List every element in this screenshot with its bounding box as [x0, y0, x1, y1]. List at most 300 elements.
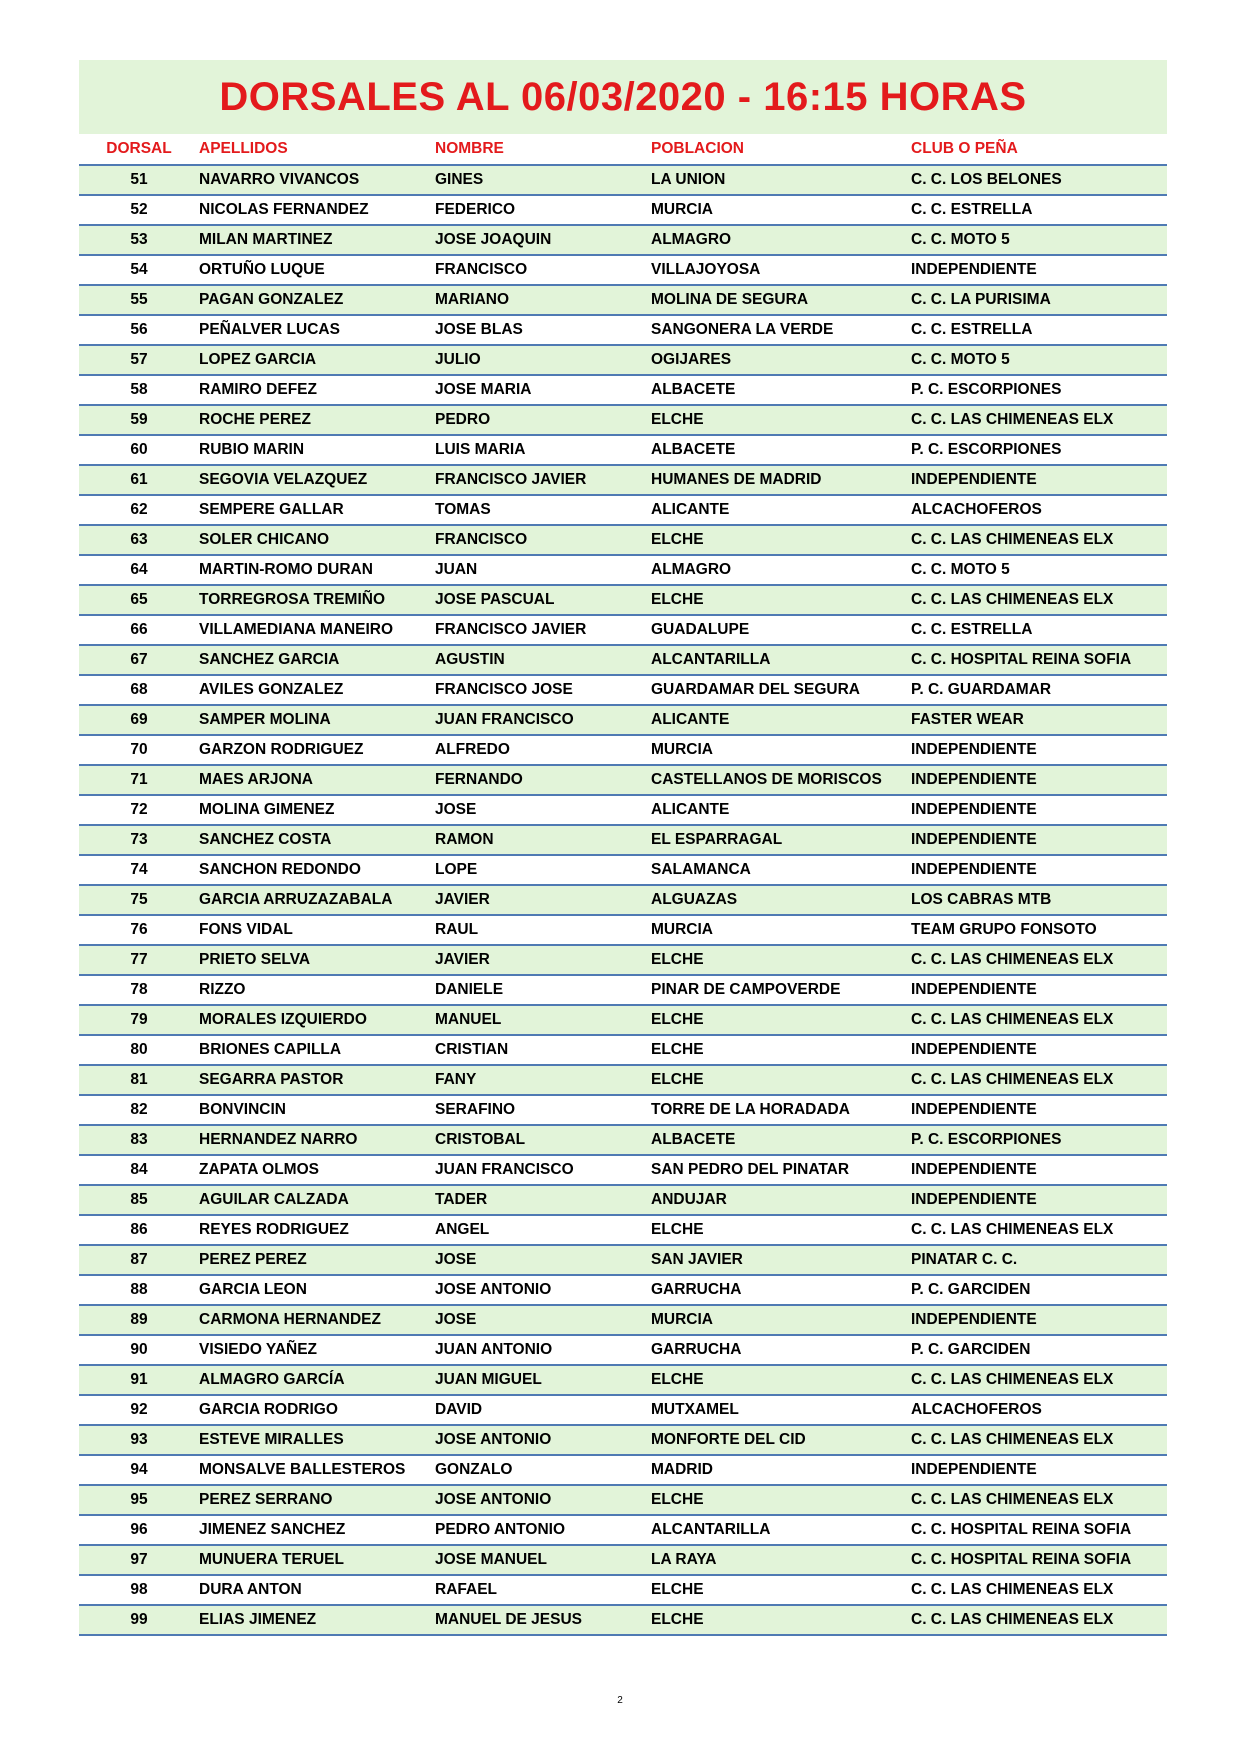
club-cell: C. C. ESTRELLA	[911, 615, 1167, 645]
apellidos-cell: BRIONES CAPILLA	[199, 1035, 435, 1065]
poblacion-cell: LA UNION	[651, 165, 911, 195]
club-cell: LOS CABRAS MTB	[911, 885, 1167, 915]
poblacion-cell: GUARDAMAR DEL SEGURA	[651, 675, 911, 705]
dorsal-cell: 97	[79, 1545, 199, 1575]
nombre-cell: CRISTIAN	[435, 1035, 651, 1065]
poblacion-cell: SANGONERA LA VERDE	[651, 315, 911, 345]
table-row	[79, 375, 1167, 405]
apellidos-cell: GARCIA RODRIGO	[199, 1395, 435, 1425]
club-cell: C. C. LAS CHIMENEAS ELX	[911, 1605, 1167, 1635]
club-cell: C. C. HOSPITAL REINA SOFIA	[911, 645, 1167, 675]
poblacion-cell: HUMANES DE MADRID	[651, 465, 911, 495]
club-cell: C. C. LAS CHIMENEAS ELX	[911, 1425, 1167, 1455]
dorsal-cell: 52	[79, 195, 199, 225]
poblacion-cell: MURCIA	[651, 195, 911, 225]
poblacion-cell: VILLAJOYOSA	[651, 255, 911, 285]
poblacion-cell: MOLINA DE SEGURA	[651, 285, 911, 315]
apellidos-cell: SANCHON REDONDO	[199, 855, 435, 885]
dorsal-cell: 67	[79, 645, 199, 675]
poblacion-cell: MUTXAMEL	[651, 1395, 911, 1425]
apellidos-cell: ZAPATA OLMOS	[199, 1155, 435, 1185]
dorsal-cell: 53	[79, 225, 199, 255]
table-row	[79, 1005, 1167, 1035]
apellidos-cell: GARZON RODRIGUEZ	[199, 735, 435, 765]
header-club: CLUB O PEÑA	[911, 134, 1167, 165]
table-row	[79, 1485, 1167, 1515]
table-row	[79, 1605, 1167, 1635]
nombre-cell: SERAFINO	[435, 1095, 651, 1125]
nombre-cell: JOSE ANTONIO	[435, 1425, 651, 1455]
dorsal-cell: 80	[79, 1035, 199, 1065]
apellidos-cell: TORREGROSA TREMIÑO	[199, 585, 435, 615]
apellidos-cell: MONSALVE BALLESTEROS	[199, 1455, 435, 1485]
club-cell: C. C. LAS CHIMENEAS ELX	[911, 1005, 1167, 1035]
table-row	[79, 705, 1167, 735]
nombre-cell: JOSE	[435, 1305, 651, 1335]
nombre-cell: FEDERICO	[435, 195, 651, 225]
club-cell: C. C. LAS CHIMENEAS ELX	[911, 1485, 1167, 1515]
apellidos-cell: BONVINCIN	[199, 1095, 435, 1125]
club-cell: TEAM GRUPO FONSOTO	[911, 915, 1167, 945]
nombre-cell: RAFAEL	[435, 1575, 651, 1605]
apellidos-cell: GARCIA LEON	[199, 1275, 435, 1305]
nombre-cell: JULIO	[435, 345, 651, 375]
nombre-cell: JOSE JOAQUIN	[435, 225, 651, 255]
poblacion-cell: MURCIA	[651, 735, 911, 765]
table-row	[79, 315, 1167, 345]
nombre-cell: LUIS MARIA	[435, 435, 651, 465]
poblacion-cell: ALCANTARILLA	[651, 645, 911, 675]
poblacion-cell: SALAMANCA	[651, 855, 911, 885]
club-cell: P. C. ESCORPIONES	[911, 375, 1167, 405]
dorsal-cell: 64	[79, 555, 199, 585]
dorsal-cell: 77	[79, 945, 199, 975]
page-number: 2	[617, 1695, 623, 1706]
poblacion-cell: SAN JAVIER	[651, 1245, 911, 1275]
table-row	[79, 1515, 1167, 1545]
table-body	[79, 165, 1167, 1635]
apellidos-cell: MORALES IZQUIERDO	[199, 1005, 435, 1035]
nombre-cell: JOSE MANUEL	[435, 1545, 651, 1575]
apellidos-cell: RUBIO MARIN	[199, 435, 435, 465]
poblacion-cell: ALBACETE	[651, 435, 911, 465]
table-row	[79, 1275, 1167, 1305]
table-row	[79, 1365, 1167, 1395]
poblacion-cell: ELCHE	[651, 1215, 911, 1245]
apellidos-cell: RAMIRO DEFEZ	[199, 375, 435, 405]
dorsal-cell: 56	[79, 315, 199, 345]
nombre-cell: DANIELE	[435, 975, 651, 1005]
nombre-cell: JUAN ANTONIO	[435, 1335, 651, 1365]
dorsal-cell: 96	[79, 1515, 199, 1545]
poblacion-cell: ELCHE	[651, 1365, 911, 1395]
nombre-cell: JOSE	[435, 795, 651, 825]
header-nombre: NOMBRE	[435, 134, 651, 165]
nombre-cell: JOSE PASCUAL	[435, 585, 651, 615]
poblacion-cell: MURCIA	[651, 1305, 911, 1335]
dorsal-cell: 63	[79, 525, 199, 555]
table-row	[79, 1455, 1167, 1485]
poblacion-cell: GUADALUPE	[651, 615, 911, 645]
apellidos-cell: MUNUERA TERUEL	[199, 1545, 435, 1575]
poblacion-cell: ALGUAZAS	[651, 885, 911, 915]
table-row	[79, 1545, 1167, 1575]
apellidos-cell: SAMPER MOLINA	[199, 705, 435, 735]
club-cell: FASTER WEAR	[911, 705, 1167, 735]
poblacion-cell: LA RAYA	[651, 1545, 911, 1575]
nombre-cell: ANGEL	[435, 1215, 651, 1245]
nombre-cell: RAMON	[435, 825, 651, 855]
poblacion-cell: ALCANTARILLA	[651, 1515, 911, 1545]
table-row	[79, 1335, 1167, 1365]
apellidos-cell: PEÑALVER LUCAS	[199, 315, 435, 345]
club-cell: C. C. MOTO 5	[911, 345, 1167, 375]
apellidos-cell: MOLINA GIMENEZ	[199, 795, 435, 825]
nombre-cell: JOSE MARIA	[435, 375, 651, 405]
club-cell: P. C. ESCORPIONES	[911, 435, 1167, 465]
apellidos-cell: PRIETO SELVA	[199, 945, 435, 975]
club-cell: P. C. ESCORPIONES	[911, 1125, 1167, 1155]
dorsal-cell: 86	[79, 1215, 199, 1245]
apellidos-cell: AVILES GONZALEZ	[199, 675, 435, 705]
dorsal-cell: 94	[79, 1455, 199, 1485]
nombre-cell: JUAN	[435, 555, 651, 585]
club-cell: INDEPENDIENTE	[911, 1035, 1167, 1065]
table-row	[79, 1095, 1167, 1125]
apellidos-cell: ORTUÑO LUQUE	[199, 255, 435, 285]
dorsal-cell: 85	[79, 1185, 199, 1215]
dorsal-cell: 65	[79, 585, 199, 615]
table-row	[79, 1215, 1167, 1245]
poblacion-cell: EL ESPARRAGAL	[651, 825, 911, 855]
table-row	[79, 825, 1167, 855]
poblacion-cell: ELCHE	[651, 945, 911, 975]
nombre-cell: JOSE BLAS	[435, 315, 651, 345]
poblacion-cell: MADRID	[651, 1455, 911, 1485]
nombre-cell: MANUEL	[435, 1005, 651, 1035]
table-row	[79, 525, 1167, 555]
club-cell: P. C. GUARDAMAR	[911, 675, 1167, 705]
table-row	[79, 1125, 1167, 1155]
nombre-cell: GINES	[435, 165, 651, 195]
dorsal-cell: 99	[79, 1605, 199, 1635]
poblacion-cell: ELCHE	[651, 525, 911, 555]
apellidos-cell: AGUILAR CALZADA	[199, 1185, 435, 1215]
club-cell: INDEPENDIENTE	[911, 255, 1167, 285]
table-row	[79, 345, 1167, 375]
table-row	[79, 225, 1167, 255]
dorsal-cell: 91	[79, 1365, 199, 1395]
club-cell: C. C. LAS CHIMENEAS ELX	[911, 1575, 1167, 1605]
club-cell: C. C. MOTO 5	[911, 555, 1167, 585]
poblacion-cell: ALMAGRO	[651, 225, 911, 255]
apellidos-cell: NAVARRO VIVANCOS	[199, 165, 435, 195]
poblacion-cell: ALMAGRO	[651, 555, 911, 585]
dorsal-cell: 57	[79, 345, 199, 375]
dorsal-cell: 75	[79, 885, 199, 915]
poblacion-cell: ALICANTE	[651, 495, 911, 525]
club-cell: INDEPENDIENTE	[911, 855, 1167, 885]
nombre-cell: CRISTOBAL	[435, 1125, 651, 1155]
club-cell: C. C. LAS CHIMENEAS ELX	[911, 1215, 1167, 1245]
title-band	[79, 60, 1167, 134]
apellidos-cell: FONS VIDAL	[199, 915, 435, 945]
nombre-cell: MARIANO	[435, 285, 651, 315]
dorsal-cell: 74	[79, 855, 199, 885]
table-row	[79, 165, 1167, 195]
nombre-cell: JAVIER	[435, 885, 651, 915]
table-row	[79, 795, 1167, 825]
apellidos-cell: MARTIN-ROMO DURAN	[199, 555, 435, 585]
table-row	[79, 555, 1167, 585]
dorsal-cell: 81	[79, 1065, 199, 1095]
nombre-cell: FANY	[435, 1065, 651, 1095]
table-row	[79, 915, 1167, 945]
dorsal-cell: 93	[79, 1425, 199, 1455]
poblacion-cell: PINAR DE CAMPOVERDE	[651, 975, 911, 1005]
nombre-cell: FRANCISCO	[435, 525, 651, 555]
nombre-cell: JOSE ANTONIO	[435, 1485, 651, 1515]
dorsal-cell: 89	[79, 1305, 199, 1335]
club-cell: INDEPENDIENTE	[911, 825, 1167, 855]
nombre-cell: MANUEL DE JESUS	[435, 1605, 651, 1635]
club-cell: INDEPENDIENTE	[911, 975, 1167, 1005]
dorsal-cell: 60	[79, 435, 199, 465]
table-row	[79, 585, 1167, 615]
poblacion-cell: ELCHE	[651, 1605, 911, 1635]
club-cell: C. C. LOS BELONES	[911, 165, 1167, 195]
poblacion-cell: ELCHE	[651, 1005, 911, 1035]
club-cell: P. C. GARCIDEN	[911, 1275, 1167, 1305]
table-row	[79, 1035, 1167, 1065]
apellidos-cell: DURA ANTON	[199, 1575, 435, 1605]
dorsal-cell: 66	[79, 615, 199, 645]
apellidos-cell: PAGAN GONZALEZ	[199, 285, 435, 315]
table-row	[79, 735, 1167, 765]
dorsal-cell: 90	[79, 1335, 199, 1365]
dorsal-cell: 87	[79, 1245, 199, 1275]
dorsal-cell: 84	[79, 1155, 199, 1185]
poblacion-cell: ELCHE	[651, 1575, 911, 1605]
club-cell: PINATAR C. C.	[911, 1245, 1167, 1275]
table-row	[79, 945, 1167, 975]
poblacion-cell: TORRE DE LA HORADADA	[651, 1095, 911, 1125]
dorsal-cell: 73	[79, 825, 199, 855]
table-row	[79, 495, 1167, 525]
poblacion-cell: MURCIA	[651, 915, 911, 945]
poblacion-cell: ELCHE	[651, 405, 911, 435]
club-cell: INDEPENDIENTE	[911, 1095, 1167, 1125]
nombre-cell: FRANCISCO	[435, 255, 651, 285]
dorsal-cell: 79	[79, 1005, 199, 1035]
nombre-cell: PEDRO ANTONIO	[435, 1515, 651, 1545]
poblacion-cell: OGIJARES	[651, 345, 911, 375]
table-row	[79, 195, 1167, 225]
club-cell: C. C. LAS CHIMENEAS ELX	[911, 945, 1167, 975]
table-row	[79, 1185, 1167, 1215]
header-poblacion: POBLACION	[651, 134, 911, 165]
apellidos-cell: SANCHEZ COSTA	[199, 825, 435, 855]
header-dorsal: DORSAL	[79, 134, 199, 165]
poblacion-cell: ANDUJAR	[651, 1185, 911, 1215]
nombre-cell: JOSE	[435, 1245, 651, 1275]
dorsales-table	[79, 134, 1167, 1636]
club-cell: INDEPENDIENTE	[911, 735, 1167, 765]
club-cell: INDEPENDIENTE	[911, 795, 1167, 825]
table-row	[79, 645, 1167, 675]
poblacion-cell: ALBACETE	[651, 1125, 911, 1155]
table-row	[79, 1245, 1167, 1275]
table-row	[79, 255, 1167, 285]
dorsal-cell: 59	[79, 405, 199, 435]
dorsal-cell: 82	[79, 1095, 199, 1125]
club-cell: INDEPENDIENTE	[911, 1155, 1167, 1185]
nombre-cell: JUAN MIGUEL	[435, 1365, 651, 1395]
nombre-cell: LOPE	[435, 855, 651, 885]
club-cell: INDEPENDIENTE	[911, 1455, 1167, 1485]
apellidos-cell: SEMPERE GALLAR	[199, 495, 435, 525]
poblacion-cell: ELCHE	[651, 585, 911, 615]
dorsal-cell: 88	[79, 1275, 199, 1305]
table-row	[79, 1575, 1167, 1605]
club-cell: INDEPENDIENTE	[911, 1185, 1167, 1215]
nombre-cell: FRANCISCO JAVIER	[435, 465, 651, 495]
club-cell: C. C. HOSPITAL REINA SOFIA	[911, 1545, 1167, 1575]
apellidos-cell: CARMONA HERNANDEZ	[199, 1305, 435, 1335]
apellidos-cell: MILAN MARTINEZ	[199, 225, 435, 255]
club-cell: C. C. LA PURISIMA	[911, 285, 1167, 315]
dorsal-cell: 78	[79, 975, 199, 1005]
nombre-cell: FERNANDO	[435, 765, 651, 795]
club-cell: C. C. LAS CHIMENEAS ELX	[911, 1365, 1167, 1395]
nombre-cell: JUAN FRANCISCO	[435, 705, 651, 735]
club-cell: C. C. ESTRELLA	[911, 315, 1167, 345]
poblacion-cell: ELCHE	[651, 1035, 911, 1065]
apellidos-cell: MAES ARJONA	[199, 765, 435, 795]
apellidos-cell: PEREZ PEREZ	[199, 1245, 435, 1275]
nombre-cell: TADER	[435, 1185, 651, 1215]
dorsal-cell: 55	[79, 285, 199, 315]
nombre-cell: RAUL	[435, 915, 651, 945]
page-title: DORSALES AL 06/03/2020 - 16:15 HORAS	[219, 74, 1027, 119]
apellidos-cell: SEGOVIA VELAZQUEZ	[199, 465, 435, 495]
table-row	[79, 405, 1167, 435]
poblacion-cell: CASTELLANOS DE MORISCOS	[651, 765, 911, 795]
club-cell: C. C. MOTO 5	[911, 225, 1167, 255]
dorsal-cell: 72	[79, 795, 199, 825]
club-cell: C. C. ESTRELLA	[911, 195, 1167, 225]
poblacion-cell: ALICANTE	[651, 705, 911, 735]
table-row	[79, 615, 1167, 645]
apellidos-cell: SEGARRA PASTOR	[199, 1065, 435, 1095]
poblacion-cell: SAN PEDRO DEL PINATAR	[651, 1155, 911, 1185]
nombre-cell: DAVID	[435, 1395, 651, 1425]
dorsal-cell: 51	[79, 165, 199, 195]
apellidos-cell: PEREZ SERRANO	[199, 1485, 435, 1515]
dorsal-cell: 61	[79, 465, 199, 495]
club-cell: INDEPENDIENTE	[911, 765, 1167, 795]
nombre-cell: TOMAS	[435, 495, 651, 525]
table-row	[79, 1305, 1167, 1335]
dorsal-cell: 70	[79, 735, 199, 765]
club-cell: ALCACHOFEROS	[911, 1395, 1167, 1425]
nombre-cell: JOSE ANTONIO	[435, 1275, 651, 1305]
club-cell: C. C. HOSPITAL REINA SOFIA	[911, 1515, 1167, 1545]
club-cell: C. C. LAS CHIMENEAS ELX	[911, 1065, 1167, 1095]
table-row	[79, 465, 1167, 495]
apellidos-cell: JIMENEZ SANCHEZ	[199, 1515, 435, 1545]
table-row	[79, 1395, 1167, 1425]
apellidos-cell: ELIAS JIMENEZ	[199, 1605, 435, 1635]
club-cell: P. C. GARCIDEN	[911, 1335, 1167, 1365]
club-cell: INDEPENDIENTE	[911, 465, 1167, 495]
apellidos-cell: ROCHE PEREZ	[199, 405, 435, 435]
dorsal-cell: 95	[79, 1485, 199, 1515]
poblacion-cell: ELCHE	[651, 1485, 911, 1515]
apellidos-cell: NICOLAS FERNANDEZ	[199, 195, 435, 225]
table-row	[79, 855, 1167, 885]
apellidos-cell: VISIEDO YAÑEZ	[199, 1335, 435, 1365]
table-row	[79, 975, 1167, 1005]
header-apellidos: APELLIDOS	[199, 134, 435, 165]
apellidos-cell: ALMAGRO GARCÍA	[199, 1365, 435, 1395]
dorsal-cell: 98	[79, 1575, 199, 1605]
club-cell: C. C. LAS CHIMENEAS ELX	[911, 525, 1167, 555]
nombre-cell: FRANCISCO JOSE	[435, 675, 651, 705]
apellidos-cell: VILLAMEDIANA MANEIRO	[199, 615, 435, 645]
apellidos-cell: LOPEZ GARCIA	[199, 345, 435, 375]
table-row	[79, 1155, 1167, 1185]
club-cell: INDEPENDIENTE	[911, 1305, 1167, 1335]
poblacion-cell: ALICANTE	[651, 795, 911, 825]
nombre-cell: AGUSTIN	[435, 645, 651, 675]
dorsal-cell: 71	[79, 765, 199, 795]
club-cell: ALCACHOFEROS	[911, 495, 1167, 525]
poblacion-cell: ALBACETE	[651, 375, 911, 405]
apellidos-cell: RIZZO	[199, 975, 435, 1005]
nombre-cell: ALFREDO	[435, 735, 651, 765]
poblacion-cell: ELCHE	[651, 1065, 911, 1095]
dorsal-cell: 76	[79, 915, 199, 945]
table-row	[79, 765, 1167, 795]
nombre-cell: JAVIER	[435, 945, 651, 975]
nombre-cell: PEDRO	[435, 405, 651, 435]
table-row	[79, 285, 1167, 315]
dorsal-cell: 62	[79, 495, 199, 525]
dorsal-cell: 58	[79, 375, 199, 405]
dorsal-cell: 83	[79, 1125, 199, 1155]
club-cell: C. C. LAS CHIMENEAS ELX	[911, 585, 1167, 615]
dorsal-cell: 68	[79, 675, 199, 705]
apellidos-cell: SOLER CHICANO	[199, 525, 435, 555]
dorsal-cell: 92	[79, 1395, 199, 1425]
table-row	[79, 435, 1167, 465]
apellidos-cell: GARCIA ARRUZAZABALA	[199, 885, 435, 915]
table-row	[79, 1065, 1167, 1095]
apellidos-cell: HERNANDEZ NARRO	[199, 1125, 435, 1155]
poblacion-cell: GARRUCHA	[651, 1275, 911, 1305]
table-header-row	[79, 134, 1167, 165]
poblacion-cell: MONFORTE DEL CID	[651, 1425, 911, 1455]
nombre-cell: FRANCISCO JAVIER	[435, 615, 651, 645]
apellidos-cell: REYES RODRIGUEZ	[199, 1215, 435, 1245]
registration-sheet	[79, 60, 1167, 1636]
dorsal-cell: 54	[79, 255, 199, 285]
dorsal-cell: 69	[79, 705, 199, 735]
table-row	[79, 1425, 1167, 1455]
nombre-cell: JUAN FRANCISCO	[435, 1155, 651, 1185]
table-row	[79, 885, 1167, 915]
